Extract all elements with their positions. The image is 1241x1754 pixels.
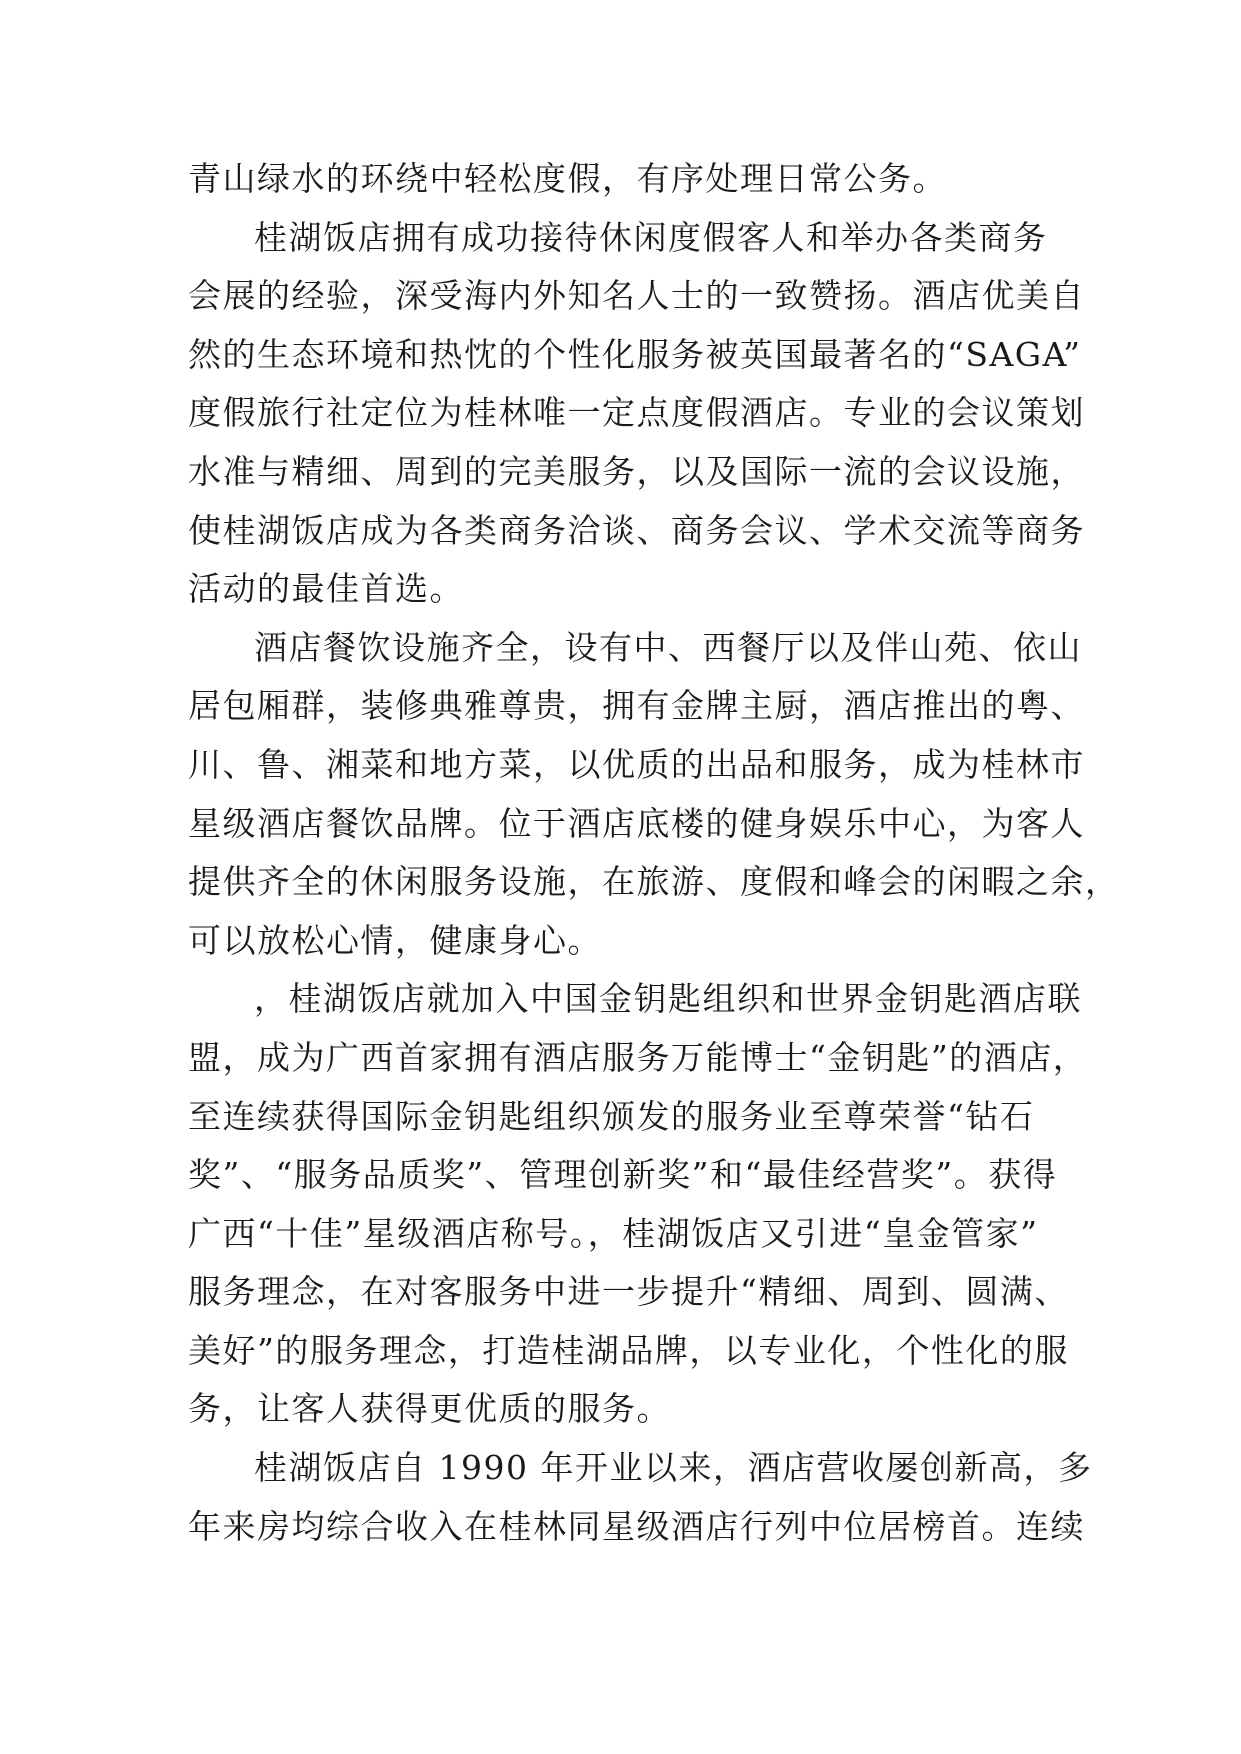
text-line: 可以放松心情，健康身心。 bbox=[188, 920, 602, 960]
text-line: 美好”的服务理念，打造桂湖品牌，以专业化，个性化的服 bbox=[188, 1330, 1069, 1370]
text-line: 盟，成为广西首家拥有酒店服务万能博士“金钥匙”的酒店， bbox=[188, 1037, 1088, 1077]
text-line: 度假旅行社定位为桂林唯一定点度假酒店。专业的会议策划 bbox=[188, 393, 1085, 433]
text-line-paragraph-start: ，桂湖饭店就加入中国金钥匙组织和世界金钥匙酒店联 bbox=[254, 979, 1082, 1019]
text-line: 服务理念，在对客服务中进一步提升“精细、周到、圆满、 bbox=[188, 1272, 1069, 1312]
text-line: 务，让客人获得更优质的服务。 bbox=[188, 1389, 671, 1429]
text-line: 年来房均综合收入在桂林同星级酒店行列中位居榜首。连续 bbox=[188, 1506, 1085, 1546]
text-line: 水准与精细、周到的完美服务，以及国际一流的会议设施， bbox=[188, 451, 1085, 491]
text-line: 居包厢群，装修典雅尊贵，拥有金牌主厨，酒店推出的粤、 bbox=[188, 686, 1085, 726]
text-line: 会展的经验，深受海内外知名人士的一致赞扬。酒店优美自 bbox=[188, 276, 1085, 316]
text-line: 活动的最佳首选。 bbox=[188, 569, 464, 609]
text-line: 然的生态环境和热忱的个性化服务被英国最著名的“SAGA” bbox=[188, 334, 1082, 374]
text-line-paragraph-start: 桂湖饭店自 1990 年开业以来，酒店营收屡创新高，多 bbox=[254, 1448, 1093, 1488]
text-line: 奖”、“服务品质奖”、管理创新奖”和“最佳经营奖”。获得 bbox=[188, 1155, 1058, 1195]
document-body bbox=[188, 150, 1120, 1556]
text-line: 使桂湖饭店成为各类商务洽谈、商务会议、学术交流等商务 bbox=[188, 510, 1085, 550]
text-line-paragraph-start: 酒店餐饮设施齐全，设有中、西餐厅以及伴山苑、依山 bbox=[254, 627, 1082, 667]
text-line-paragraph-start: 桂湖饭店拥有成功接待休闲度假客人和举办各类商务 bbox=[254, 217, 1048, 257]
text-line: 星级酒店餐饮品牌。位于酒店底楼的健身娱乐中心，为客人 bbox=[188, 803, 1085, 843]
text-line: 川、鲁、湘菜和地方菜，以优质的出品和服务，成为桂林市 bbox=[188, 744, 1085, 784]
text-line: 至连续获得国际金钥匙组织颁发的服务业至尊荣誉“钻石 bbox=[188, 1096, 1035, 1136]
text-line: 广西“十佳”星级酒店称号。，桂湖饭店又引进“皇金管家” bbox=[188, 1213, 1039, 1253]
text-line: 青山绿水的环绕中轻松度假，有序处理日常公务。 bbox=[188, 159, 947, 198]
text-line: 提供齐全的休闲服务设施，在旅游、度假和峰会的闲暇之余， bbox=[188, 862, 1120, 902]
